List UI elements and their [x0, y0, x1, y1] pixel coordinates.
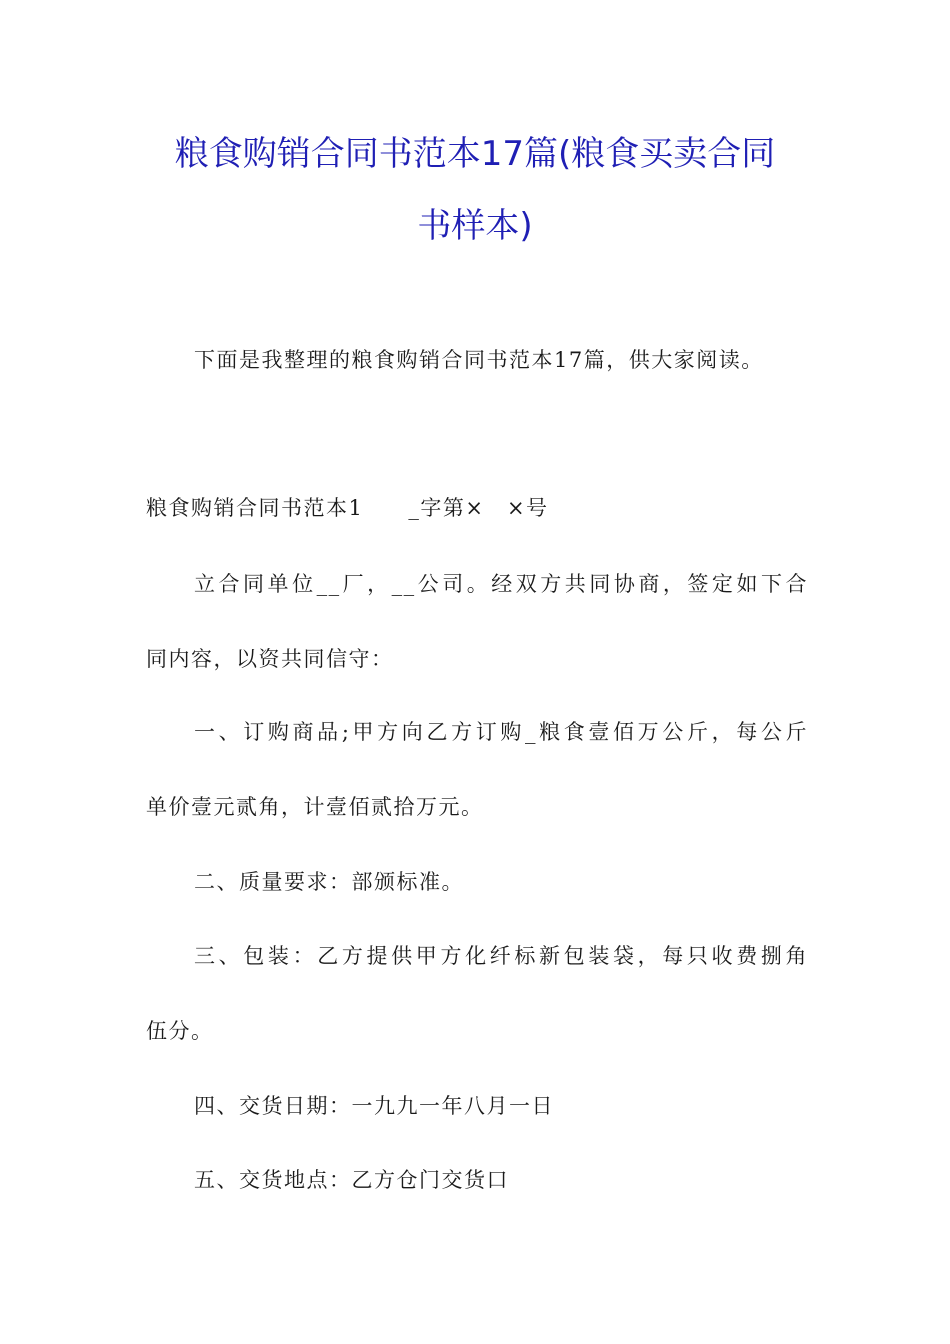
document-title-line-2: 书样本): [417, 206, 533, 246]
paragraph-packaging-line-2: 伍分。: [146, 1019, 214, 1043]
paragraph-quality: 二、质量要求：部颁标准。: [194, 870, 464, 894]
paragraph-delivery-date: 四、交货日期：一九九一年八月一日: [194, 1094, 554, 1118]
paragraph-delivery-place: 五、交货地点：乙方仓门交货口: [194, 1168, 509, 1192]
document-title-line-1: 粮食购销合同书范本17篇(粮食买卖合同: [174, 134, 776, 174]
paragraph-packaging-line-1: 三、包装：乙方提供甲方化纤标新包装袋，每只收费捌角: [194, 944, 808, 968]
contract-heading: 粮食购销合同书范本1 _字第× ×号: [146, 496, 549, 520]
paragraph-goods-line-1: 一、订购商品;甲方向乙方订购_粮食壹佰万公斤，每公斤: [194, 720, 808, 744]
paragraph-parties-line-1: 立合同单位__厂，__公司。经双方共同协商，签定如下合: [194, 572, 808, 596]
intro-paragraph: 下面是我整理的粮食购销合同书范本17篇，供大家阅读。: [194, 348, 764, 372]
paragraph-parties-line-2: 同内容，以资共同信守：: [146, 647, 394, 671]
paragraph-goods-line-2: 单价壹元贰角，计壹佰贰拾万元。: [146, 795, 484, 819]
